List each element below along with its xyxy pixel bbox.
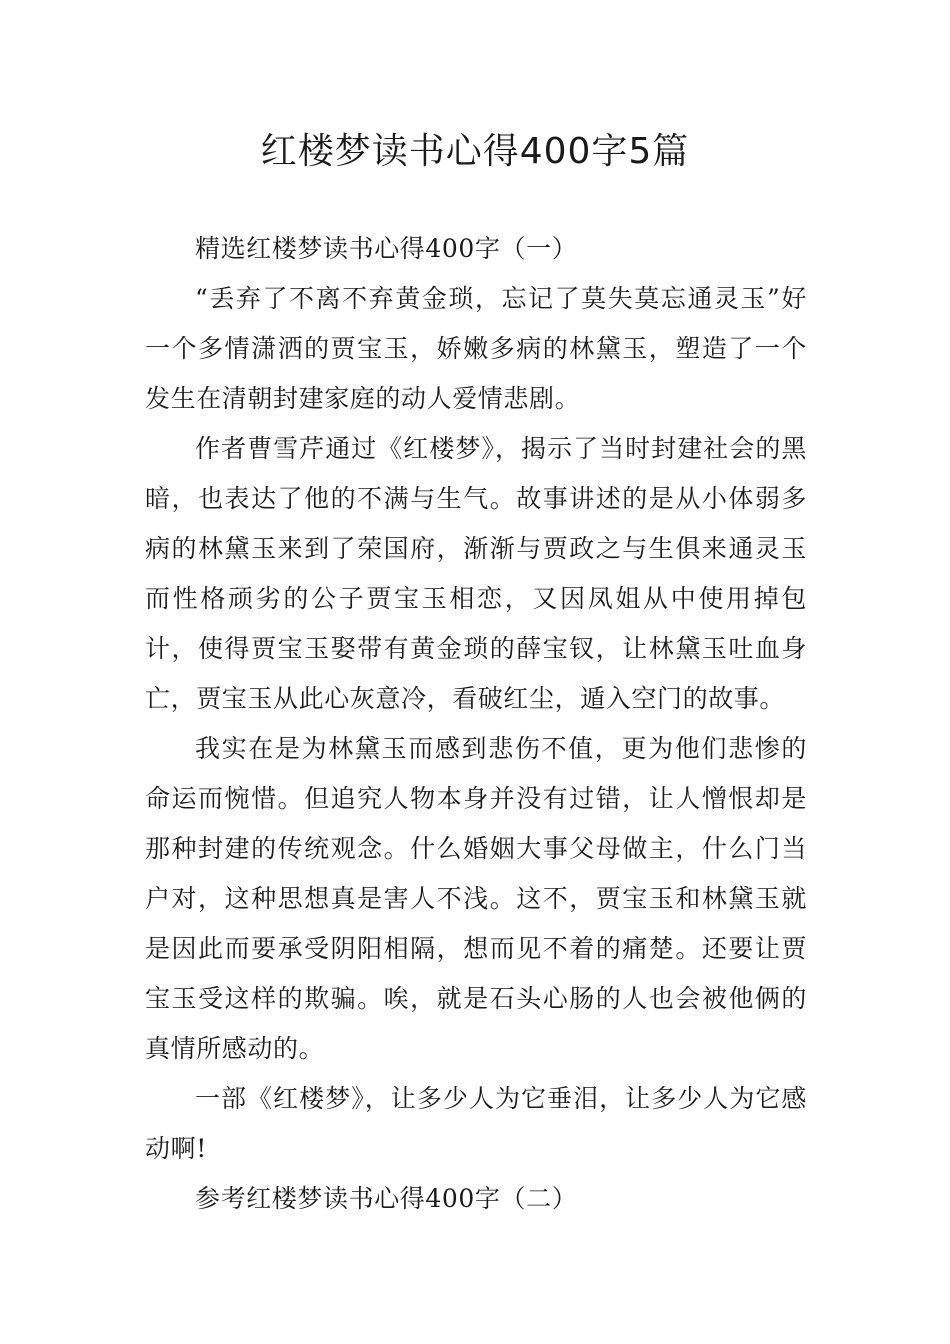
paragraph-1: “丢弃了不离不弃黄金琐，忘记了莫失莫忘通灵玉”好一个多情潇洒的贾宝玉，娇嫩多病的林黛玉，塑造了一个发生在清朝封建家庭的动人爱情悲剧。 [145, 284, 807, 413]
paragraph-2: 作者曹雪芹通过《红楼梦》，揭示了当时封建社会的黑暗，也表达了他的不满与生气。故事讲述的是从小体弱多病的林黛玉来到了荣国府，渐渐与贾政之与生俱来通灵玉而性格顽劣的公子贾宝玉相恋，又因凤姐从中使用掉包计，使得贾宝玉娶带有黄金琐的薛宝钗，让林黛玉吐血身亡，贾宝玉从此心灰意冷，看破红尘，遁入空门的故事。 [145, 434, 807, 713]
paragraph-3: 我实在是为林黛玉而感到悲伤不值，更为他们悲惨的命运而惋惜。但追究人物本身并没有过错，让人憎恨却是那种封建的传统观念。什么婚姻大事父母做主，什么门当户对，这种思想真是害人不浅。这不，贾宝玉和林黛玉就是因此而要承受阴阳相隔，想而见不着的痛楚。还要让贾宝玉受这样的欺骗。唉，就是石头心肠的人也会被他俩的真情所感动的。 [145, 734, 807, 1063]
document-body [145, 224, 807, 1224]
section-heading-1: 精选红楼梦读书心得400字（一） [195, 234, 578, 263]
section-heading-2: 参考红楼梦读书心得400字（二） [195, 1184, 578, 1213]
document-title: 红楼梦读书心得400字5篇 [260, 131, 690, 172]
paragraph-4: 一部《红楼梦》，让多少人为它垂泪，让多少人为它感动啊! [145, 1084, 807, 1163]
